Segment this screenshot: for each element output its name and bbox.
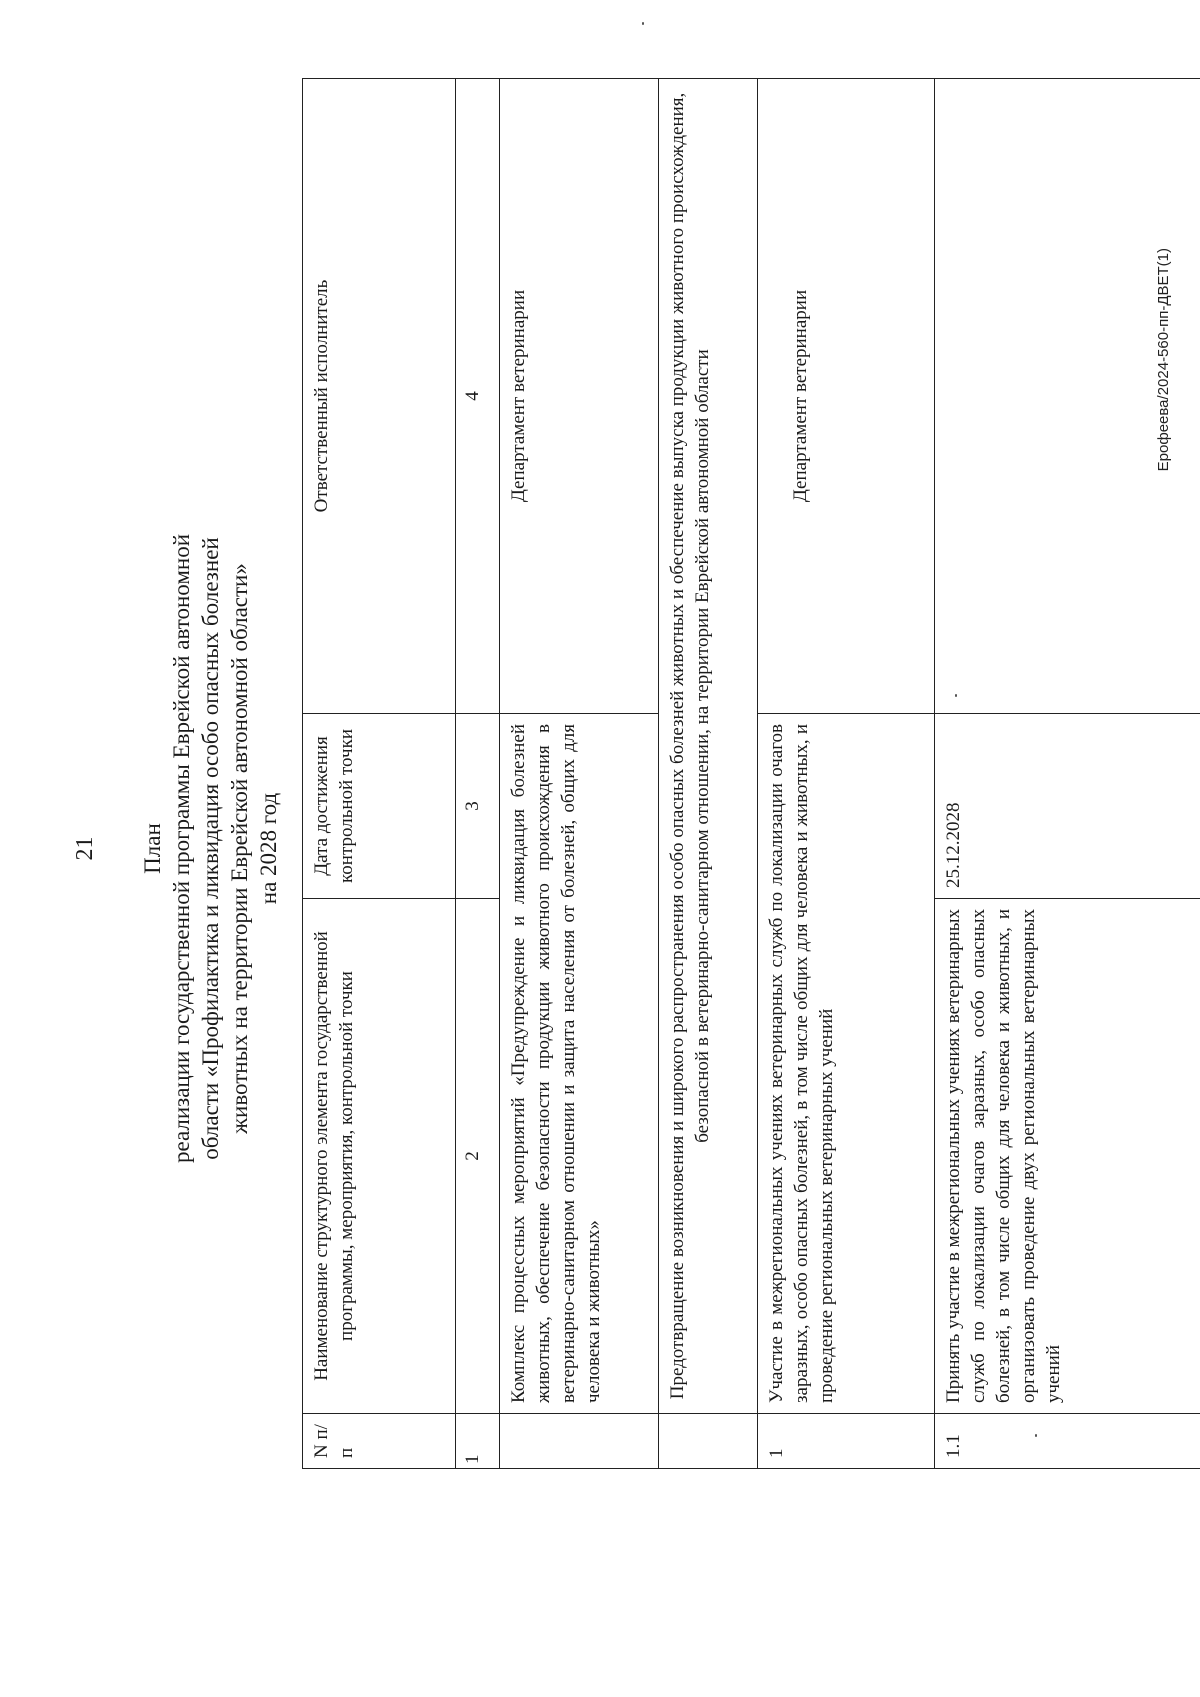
item-date: 25.12.2028 bbox=[935, 714, 1200, 899]
scan-speck bbox=[1035, 1434, 1037, 1437]
table-index-row bbox=[456, 79, 500, 1469]
heading-line-4: на 2028 год bbox=[256, 792, 281, 905]
section-num-cell bbox=[659, 1414, 758, 1469]
table-row-section bbox=[659, 79, 758, 1469]
section-title: Предотвращение возникновения и широкого распространения особо опасных болезней животных и обеспечение выпуска продукции животного происхождения, безопасной в ветеринарно-санитарном отношении, на территории Еврейской автономной области bbox=[659, 79, 758, 1414]
heading-line-1: реализации государственной программы Еврейской автономной bbox=[169, 533, 194, 1164]
index-cell-2: 2 bbox=[456, 899, 500, 1414]
complex-responsible: Департамент ветеринарии bbox=[500, 79, 659, 714]
header-name: Наименование структурного элемента государственной программы, мероприятия, контрольной точки bbox=[303, 899, 456, 1414]
table-row-part bbox=[758, 79, 935, 1469]
page-number: 21 bbox=[72, 836, 98, 861]
part-responsible: Департамент ветеринарии bbox=[758, 79, 935, 714]
heading-title: План bbox=[140, 823, 165, 874]
heading-line-2: области «Профилактика и ликвидация особо опасных болезней bbox=[198, 537, 223, 1160]
complex-name: Комплекс процессных мероприятий «Предупреждение и ликвидация болезней животных, обеспечение безопасности продукции животного происхождения в ветеринарно-санитарном отношении и защита населения от болезней, общих для человека и животных» bbox=[500, 714, 659, 1414]
heading-line-3: животных на территории Еврейской автономной области» bbox=[227, 563, 252, 1134]
scan-speck bbox=[955, 694, 957, 697]
index-cell-1: 1 bbox=[456, 1414, 500, 1469]
document-heading bbox=[138, 0, 283, 1697]
part-num: 1 bbox=[758, 1414, 935, 1469]
table-header-row bbox=[303, 79, 456, 1469]
plan-table bbox=[302, 78, 1200, 1469]
header-num: N п/п bbox=[303, 1414, 456, 1469]
item-num: 1.1 bbox=[935, 1414, 1200, 1469]
item-name: Принять участие в межрегиональных учениях ветеринарных служб по локализации очагов заразных, особо опасных болезней, в том числе общих для человека и животных, и организовать проведение двух региональных ветеринарных учений bbox=[935, 899, 1200, 1414]
table-row-complex bbox=[500, 79, 659, 1469]
index-cell-4: 4 bbox=[456, 79, 500, 714]
header-responsible: Ответственный исполнитель bbox=[303, 79, 456, 714]
scan-speck bbox=[642, 22, 644, 25]
header-date: Дата достижения контрольной точки bbox=[303, 714, 456, 899]
document-code-text: Ерофеева/2024-560-пп-ДВЕТ(1) bbox=[1155, 248, 1172, 472]
index-cell-3: 3 bbox=[456, 714, 500, 899]
part-name: Участие в межрегиональных учениях ветеринарных служб по локализации очагов заразных, особо опасных болезней, в том числе общих для человека и животных, и проведение региональных ветеринарных учений bbox=[758, 714, 935, 1414]
complex-num-cell bbox=[500, 1414, 659, 1469]
